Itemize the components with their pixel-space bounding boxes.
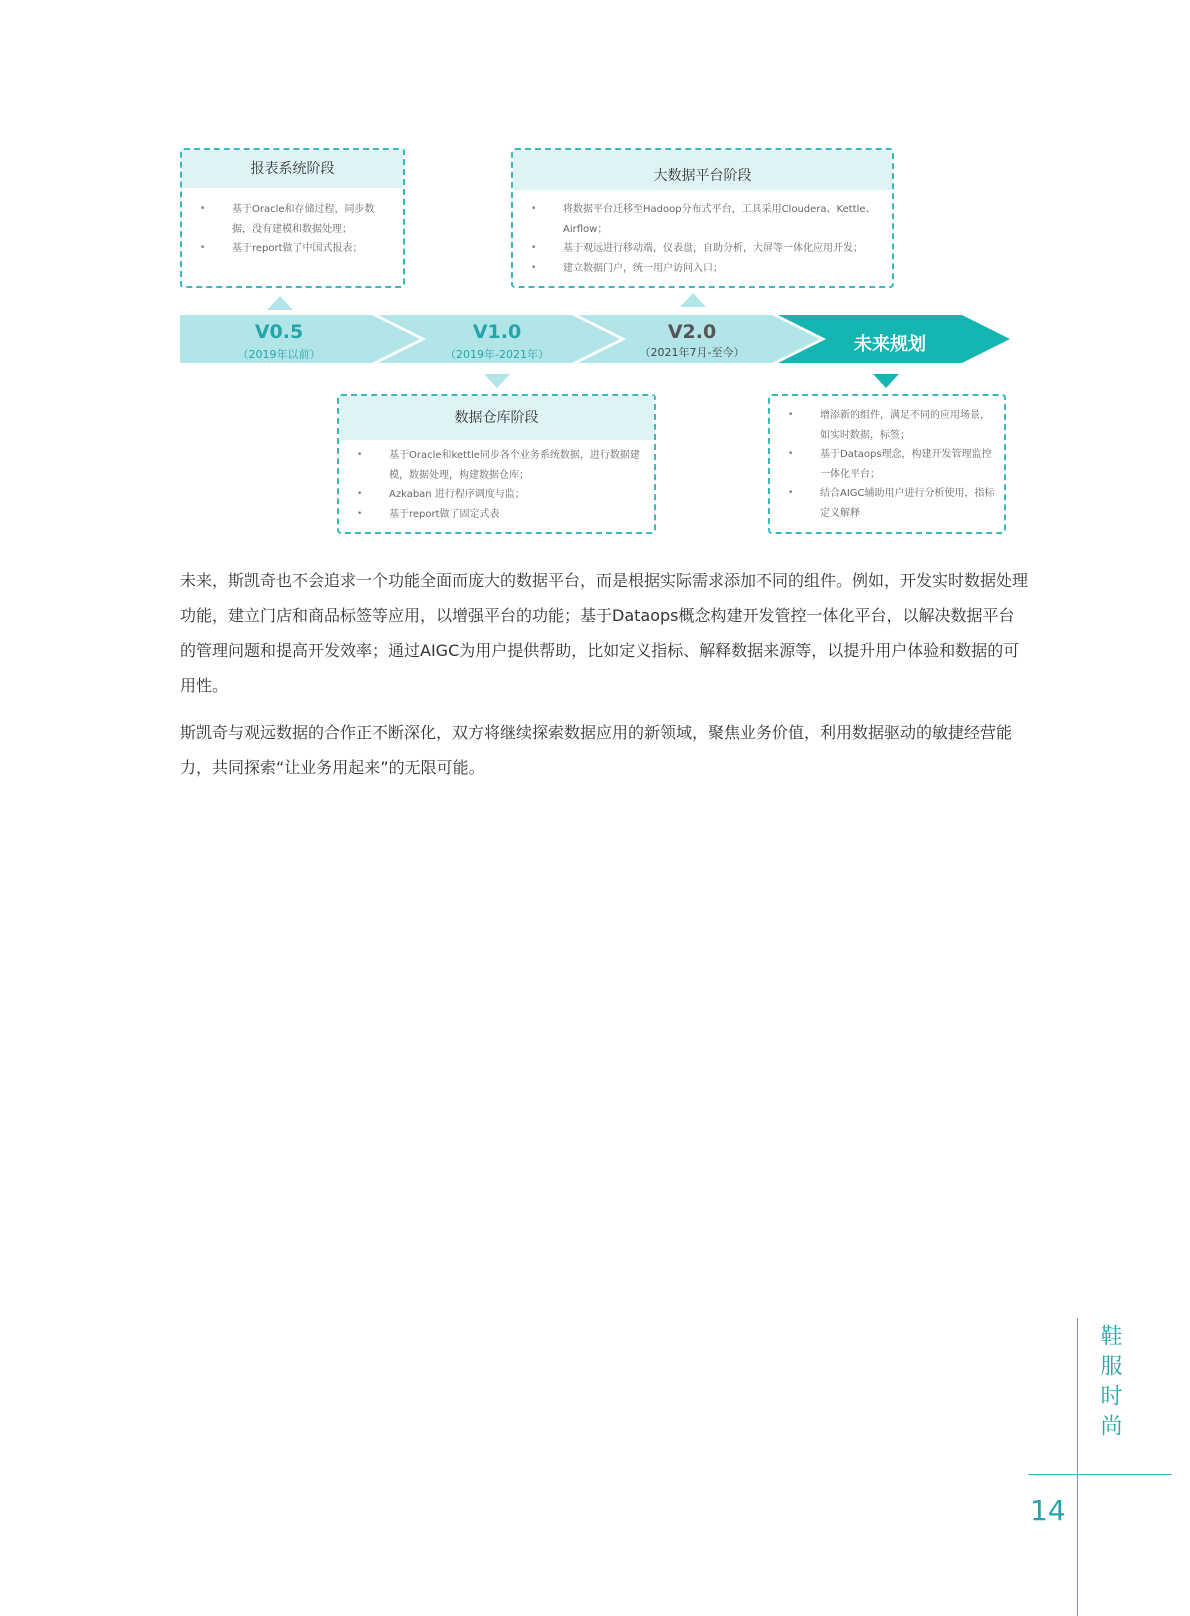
body-paragraph: 斯凯奇与观远数据的合作正不断深化，双方将继续探索数据应用的新领域，聚焦业务价值，利用数据驱动的敏捷经营能力，共同探索“让业务用起来”的无限可能。 [180, 723, 1013, 777]
stage-label-v20: V2.0 [667, 321, 717, 343]
stage-date-v20: （2021年7月-至今） [639, 346, 745, 359]
list-item: • 基于Dataops理念，构建开发管理监控一体化平台； [788, 445, 996, 484]
stage-box-title: 数据仓库阶段 [339, 396, 654, 440]
stage-box-list [182, 188, 403, 259]
pointer-up-icon [680, 293, 706, 307]
stage-box-title: 大数据平台阶段 [513, 150, 892, 190]
list-item: • 基于Oracle和存储过程，同步数据，没有建模和数据处理； [200, 200, 389, 239]
list-item: • 基于观远进行移动端，仪表盘，自助分析，大屏等一体化应用开发； [531, 239, 878, 259]
stage-label-future: 未来规划 [854, 334, 926, 355]
section-title-vertical: 鞋服时尚 [1097, 1324, 1122, 1444]
stage-box-list [770, 396, 1004, 523]
list-item: • 基于Oracle和kettle同步各个业务系统数据，进行数据建模，数据处理，构建数据仓库； [357, 446, 640, 485]
stage-box-report [180, 148, 405, 288]
pointer-up-icon [267, 296, 293, 310]
side-divider-vertical [1077, 1318, 1078, 1616]
stage-box-warehouse [337, 394, 656, 534]
list-item: • 增添新的组件，满足不同的应用场景，如实时数据，标签； [788, 406, 996, 445]
page-number: 14 [1030, 1494, 1066, 1527]
stage-box-list [339, 440, 654, 524]
list-item: • 将数据平台迁移至Hadoop分布式平台，工具采用Cloudera、Kettle、Airflow； [531, 200, 878, 239]
stage-label-v10: V1.0 [472, 321, 522, 343]
pointer-down-icon [484, 374, 510, 388]
list-item: • Azkaban 进行程序调度与监； [357, 485, 640, 505]
stage-box-title: 报表系统阶段 [182, 150, 403, 188]
side-divider-horizontal [1028, 1474, 1172, 1475]
stage-date-v05: （2019年以前） [237, 348, 321, 361]
stage-box-bigdata [511, 148, 894, 288]
list-item: • 基于report做了固定式表 [357, 505, 640, 525]
body-paragraph: 未来，斯凯奇也不会追求一个功能全面而庞大的数据平台，而是根据实际需求添加不同的组件。例如，开发实时数据处理功能，建立门店和商品标签等应用，以增强平台的功能；基于Dataops概念构建开发管控一体化平台，以解决数据平台的管理问题和提高开发效率；通过AIGC为用户提供帮助，比如定义指标、解释数据来源等，以提升用户体验和数据的可用性。 [180, 571, 1029, 695]
list-item: • 结合AIGC辅助用户进行分析使用，指标定义解释 [788, 484, 996, 523]
stage-box-future [768, 394, 1006, 534]
list-item: • 基于report做了中国式报表； [200, 239, 389, 259]
timeline-band [0, 313, 1190, 373]
stage-label-v05: V0.5 [254, 321, 304, 343]
stage-date-v10: （2019年-2021年） [445, 348, 549, 361]
pointer-down-icon [873, 374, 899, 388]
stage-box-list [513, 190, 892, 278]
list-item: • 建立数据门户，统一用户访问入口； [531, 259, 878, 279]
